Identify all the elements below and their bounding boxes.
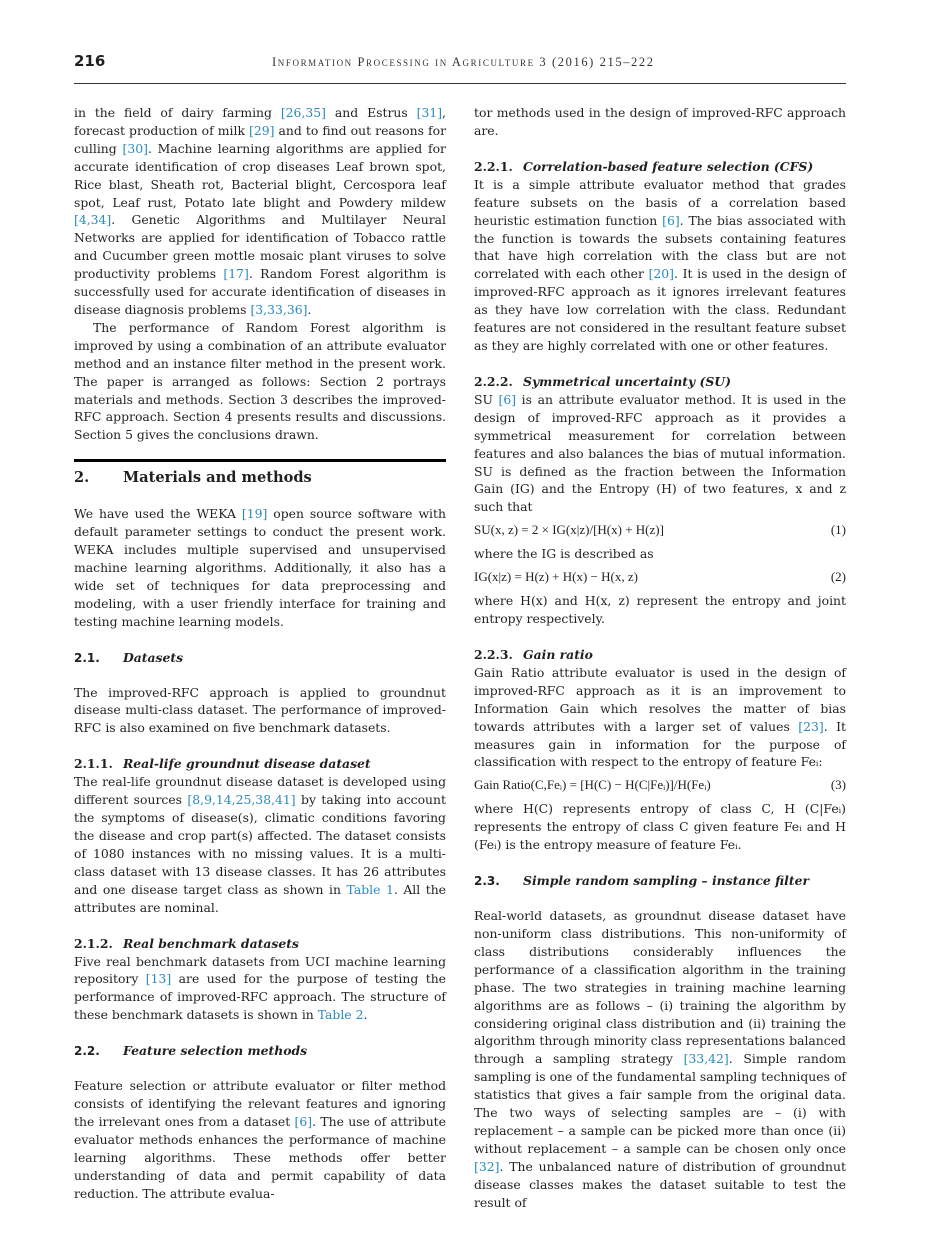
citation-link[interactable]: [19]	[241, 506, 268, 522]
section-title: Symmetrical uncertainty (SU)	[523, 373, 731, 389]
section-title: Datasets	[123, 649, 184, 665]
section-title: Simple random sampling – instance filter	[523, 873, 809, 889]
citation-link[interactable]: [31]	[416, 105, 443, 120]
equation-1	[474, 521, 846, 539]
citation-link[interactable]: [17]	[223, 266, 249, 282]
equation-number: (1)	[830, 522, 846, 538]
page-number: 216	[74, 52, 106, 70]
header-rule	[74, 83, 846, 84]
equation-number: (2)	[830, 569, 846, 585]
citation-link[interactable]: [29]	[249, 122, 275, 138]
section-number: 2.3.	[474, 874, 500, 889]
continuation-paragraph: tor methods used in the design of improved-RFC approach are.	[474, 105, 846, 138]
equation-explanation: where H(C) represents entropy of class C, H (C|Feᵢ) represents the entropy of class C given feature Feᵢ and H (Feᵢ) is the entropy measure of feature Feᵢ.	[474, 801, 846, 853]
section-number: 2.2.1.	[474, 158, 513, 174]
section-2-1-1-paragraph: The real-life groundnut disease dataset is developed using different sources [8,9,14,25,38,41] by taking into account the symptoms of disease(s), climatic conditions favoring the disease and crop part(s) affected. The dataset consists of 1080 instances with no missing values. It is a multi-class dataset with 13 disease classes. It has 26 attributes and one disease target class as shown in Table 1. All the attributes are nominal.	[74, 774, 447, 915]
section-title: Materials and methods	[123, 469, 312, 487]
right-column	[474, 104, 846, 1212]
equation-3	[474, 776, 846, 794]
running-head: Information Processing in Agriculture 3 (2016) 215–222	[272, 55, 655, 69]
section-2-2-3-paragraph: Gain Ratio attribute evaluator is used in the design of improved-RFC approach as it is an improvement to Information Gain which resolves the matter of bias towards attributes with a larger set of values [23]. It measures gain in information for the purpose of classification with respect to the entropy of feature Feᵢ:	[474, 664, 846, 770]
citation-link[interactable]: [6]	[662, 212, 680, 228]
section-number: 2.2.2.	[474, 373, 513, 389]
section-2-1-paragraph: The improved-RFC approach is applied to groundnut disease multi-class dataset. The performance of improved-RFC is also examined on five benchmark datasets.	[74, 684, 446, 736]
section-2-2-paragraph: Feature selection or attribute evaluator or filter method consists of identifying the relevant features and ignoring the irrelevant ones from a dataset [6]. The use of attribute evaluator methods enhances the performance of machine learning algorithms. These methods offer better understanding of data and permit capability of data reduction. The attribute evalua-	[74, 1078, 446, 1201]
citation-link[interactable]: [6]	[294, 1113, 313, 1129]
citation-link[interactable]: [6]	[498, 391, 517, 407]
intro-paragraph-2: The performance of Random Forest algorithm is improved by using a combination of an attribute evaluator method and an instance filter method in the present work. The paper is arranged as follows: Section 2 portrays materials and methods. Section 3 describes the improved-RFC approach. Section 4 presents results and discussions. Section 5 gives the conclusions drawn.	[74, 319, 446, 443]
citation-link[interactable]: [4,34]	[74, 212, 112, 228]
citation-link[interactable]: Table 2	[317, 1007, 364, 1023]
section-2-2-1-heading	[474, 158, 846, 176]
equation-formula: IG(x|z) = H(z) + H(x) − H(x, z)	[474, 569, 638, 585]
section-2-2-2-heading	[474, 373, 846, 391]
section-2-paragraph: We have used the WEKA [19] open source software with default parameter settings to conduct the present work. WEKA includes multiple supervised and unsupervised machine learning algorithms. Additionally, it also has a wide set of techniques for data preprocessing and modeling, with a user friendly interface for training and testing machine learning models.	[74, 506, 446, 629]
section-number: 2.1.1.	[74, 756, 113, 772]
equation-2	[474, 568, 846, 586]
citation-link[interactable]: [13]	[145, 971, 172, 987]
section-2-3-heading	[474, 872, 846, 890]
section-2-3-paragraph: Real-world datasets, as groundnut disease dataset have non-uniform class distributions. This non-uniformity of class distributions considerably influences the performance of a classification algorithm in the training phase. The two strategies in training machine learning algorithms are as follows – (i) training the algorithm by considering original class distribution and (ii) training the algorithm through minority class representations balanced through a sampling strategy [33,42]. Simple random sampling is one of the fundamental sampling techniques of statistics that gives a fair sample from the original data. The two ways of selecting samples are – (i) with replacement – a sample can be picked more than once (ii) without replacement – a sample can be chosen only once [32]. The unbalanced nature of distribution of groundnut disease classes makes the dataset suitable to test the result of	[474, 908, 846, 1210]
equation-explanation: where H(x) and H(x, z) represent the entropy and joint entropy respectively.	[474, 593, 846, 627]
section-2-2-2-paragraph: SU [6] is an attribute evaluator method. It is used in the design of improved-RFC approach as it provides a symmetrical measurement for correlation between features and also balances the bias of mutual information. SU is defined as the fraction between the Information Gain (IG) and the Entropy (H) of two features, x and z such that	[474, 391, 846, 515]
citation-link[interactable]: [20]	[648, 266, 675, 282]
equation-number: (3)	[830, 777, 846, 793]
equation-formula: SU(x, z) = 2 × IG(x|z)/[H(x) + H(z)]	[474, 522, 664, 538]
section-2-2-heading	[74, 1042, 446, 1060]
equation-connector: where the IG is described as	[474, 546, 654, 562]
section-number: 2.2.	[74, 1044, 100, 1059]
section-rule	[74, 459, 446, 462]
citation-link[interactable]: [26,35]	[280, 105, 326, 120]
citation-link[interactable]: [23]	[798, 718, 824, 734]
section-number: 2.1.2.	[74, 935, 113, 951]
section-2-1-heading	[74, 649, 446, 667]
section-number: 2.	[74, 469, 90, 487]
left-column	[74, 104, 446, 1203]
section-number: 2.1.	[74, 650, 100, 665]
section-2-1-2-heading	[74, 935, 446, 953]
section-title: Gain ratio	[523, 646, 593, 662]
section-title: Correlation-based feature selection (CFS)	[523, 158, 814, 174]
section-2-1-1-heading	[74, 755, 446, 773]
citation-link[interactable]: [30]	[122, 140, 148, 156]
citation-link[interactable]: [33,42]	[683, 1051, 729, 1067]
citation-link[interactable]: [32]	[474, 1158, 500, 1174]
section-2-2-3-heading	[474, 646, 846, 664]
citation-link[interactable]: [3,33,36]	[250, 301, 308, 317]
section-2-heading	[74, 468, 446, 488]
section-2-2-1-paragraph: It is a simple attribute evaluator method that grades feature subsets on the basis of a correlation based heuristic estimation function [6]. The bias associated with the function is towards the subsets containing features that have high correlation with the class but are not correlated with each other [20]. It is used in the design of improved-RFC approach as it ignores irrelevant features as they have low correlation with the class. Redundant features are not considered in the resultant feature subset as they are highly correlated with one or other features.	[474, 176, 846, 353]
section-title: Feature selection methods	[123, 1043, 308, 1059]
section-title: Real-life groundnut disease dataset	[123, 756, 371, 772]
intro-paragraph-1: in the field of dairy farming [26,35] and Estrus [31], forecast production of milk [29] and to find out reasons for culling [30]. Machine learning algorithms are applied for accurate identification of crop diseases Leaf brown spot, Rice blast, Sheath rot, Bacterial blight, Cercospora leaf spot, Leaf rust, Potato late blight and Powdery mildew [4,34]. Genetic Algorithms and Multilayer Neural Networks are applied for identification of Tobacco rattle and Cucumber green mottle mosaic plant viruses to solve productivity problems [17]. Random Forest algorithm is successfully used for accurate identification of diseases in disease diagnosis problems [3,33,36].	[74, 105, 446, 317]
section-2-1-2-paragraph: Five real benchmark datasets from UCI machine learning repository [13] are used for the purpose of testing the performance of improved-RFC approach. The structure of these benchmark datasets is shown in Table 2.	[74, 953, 447, 1023]
citation-link[interactable]: [8,9,14,25,38,41]	[187, 792, 296, 808]
citation-link[interactable]: Table 1	[346, 881, 394, 897]
section-title: Real benchmark datasets	[123, 935, 299, 951]
section-number: 2.2.3.	[474, 646, 513, 662]
equation-formula: Gain Ratio(C,Feᵢ) = [H(C) − H(C|Feᵢ)]/H(Feᵢ)	[474, 777, 711, 793]
